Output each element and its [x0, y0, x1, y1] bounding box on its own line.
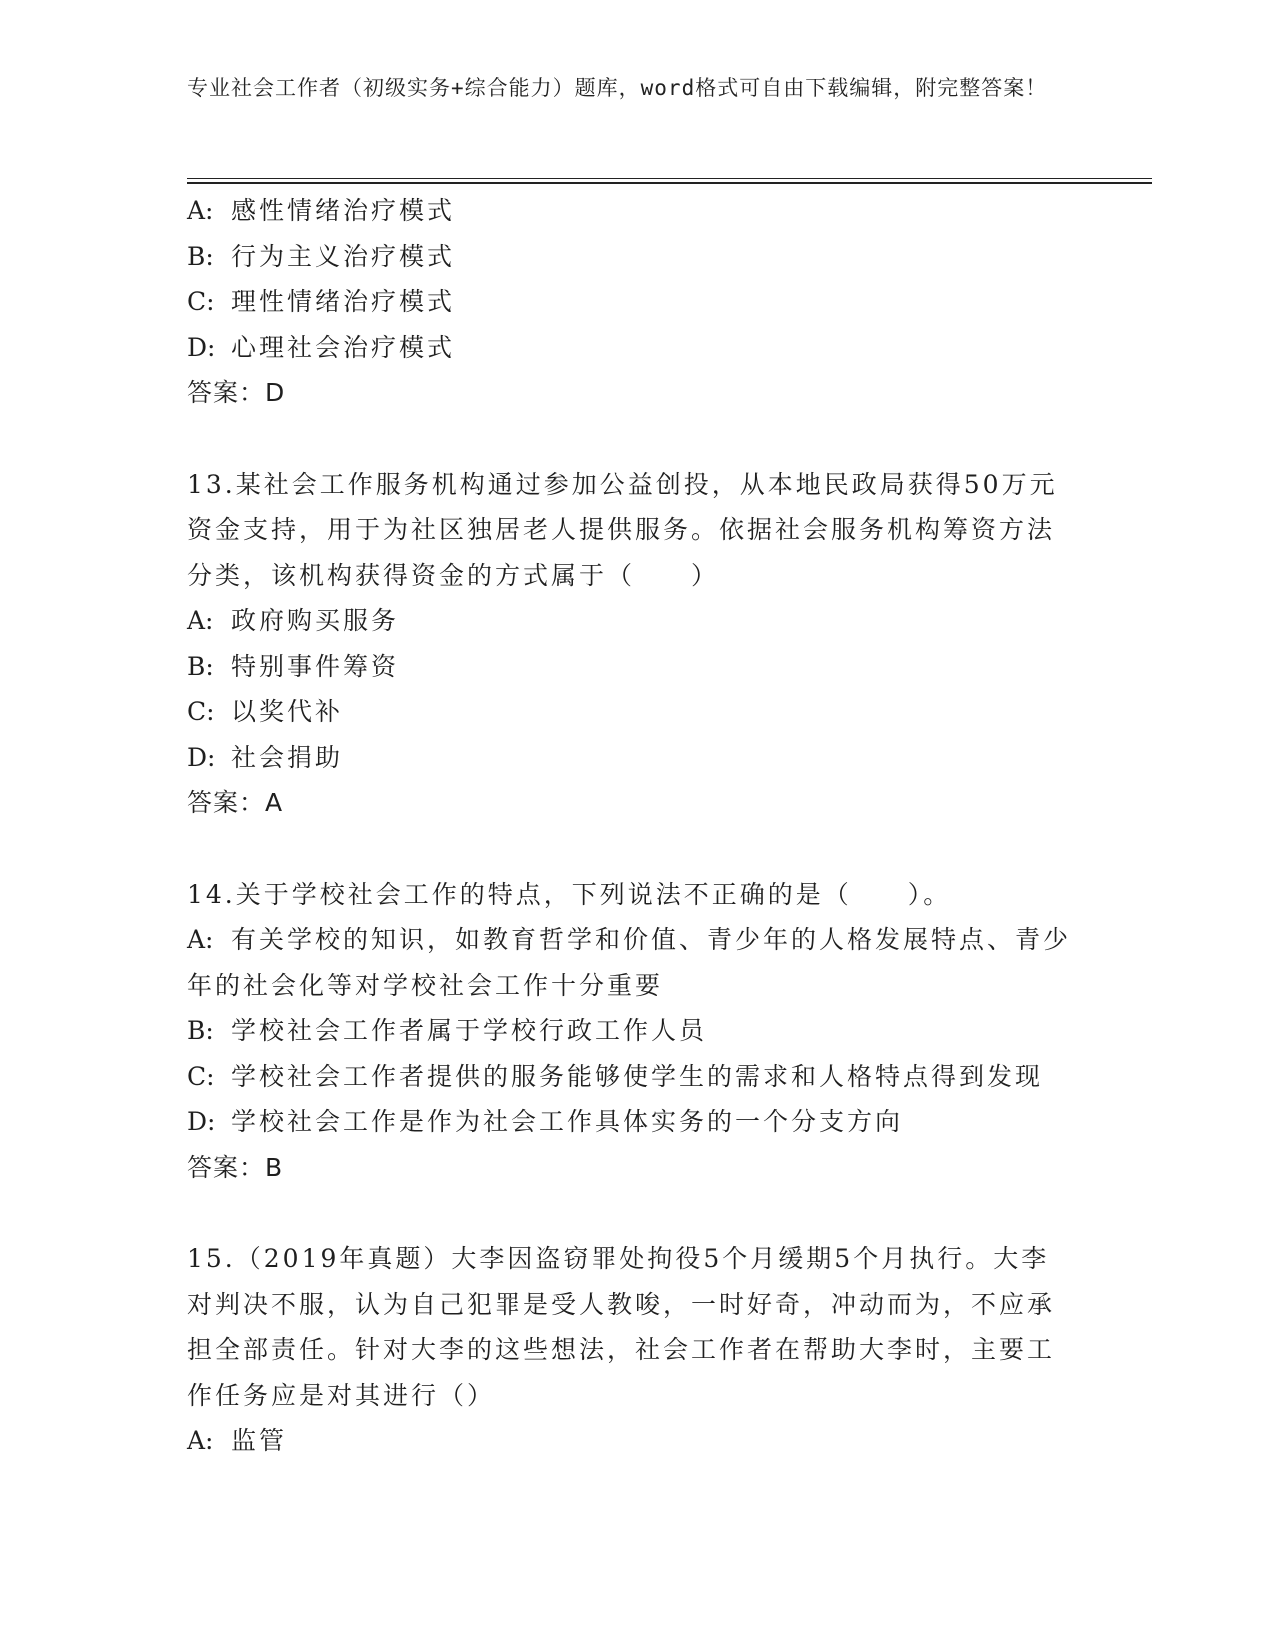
option-label: C:: [187, 287, 215, 316]
option-d: [187, 735, 1077, 781]
option-text: 心理社会治疗模式: [231, 332, 456, 362]
option-a: [187, 1418, 1077, 1464]
question-14-stem: 14.关于学校社会工作的特点，下列说法不正确的是（ ）。: [187, 879, 952, 909]
option-text: 行为主义治疗模式: [231, 241, 456, 271]
option-label: A:: [187, 606, 214, 635]
question-13-stem: 13.某社会工作服务机构通过参加公益创投，从本地民政局获得50万元资金支持，用于为社区独居老人提供服务。依据社会服务机构筹资方法分类，该机构获得资金的方式属于（ ）: [187, 469, 1058, 590]
option-text: 感性情绪治疗模式: [231, 196, 456, 225]
option-b: [187, 644, 1077, 690]
option-a: [187, 188, 1077, 234]
question-content: [187, 188, 1077, 1464]
option-b: [187, 234, 1077, 280]
option-a: [187, 598, 1077, 644]
answer-line: 答案：A: [187, 788, 284, 817]
option-text: 以奖代补: [231, 697, 344, 726]
option-label: A:: [187, 925, 214, 954]
option-text: 政府购买服务: [231, 606, 400, 635]
answer-line: 答案：B: [187, 1152, 284, 1182]
option-label: B:: [187, 241, 214, 271]
option-b: [187, 1008, 1077, 1054]
option-text: 有关学校的知识，如教育哲学和价值、青少年的人格发展特点、青少年的社会化等对学校社会工作十分重要: [187, 925, 1072, 1000]
option-label: C:: [187, 697, 215, 726]
option-label: B:: [187, 1016, 214, 1045]
option-label: C:: [187, 1061, 215, 1091]
option-c: [187, 279, 1077, 325]
header-divider-thick: [187, 182, 1152, 184]
option-d: [187, 325, 1077, 371]
option-label: D:: [187, 332, 216, 362]
option-text: 特别事件筹资: [231, 651, 400, 681]
page-header: 专业社会工作者（初级实务+综合能力）题库，word格式可自由下载编辑，附完整答案！: [187, 76, 1048, 100]
option-text: 学校社会工作是作为社会工作具体实务的一个分支方向: [231, 1107, 904, 1136]
option-text: 学校社会工作者属于学校行政工作人员: [231, 1016, 708, 1045]
option-label: A:: [187, 1426, 214, 1455]
option-label: D:: [187, 1107, 216, 1136]
option-label: D:: [187, 742, 216, 772]
option-d: [187, 1099, 1077, 1145]
question-15-stem: 15.（2019年真题）大李因盗窃罪处拘役5个月缓期5个月执行。大李对判决不服，认为自己犯罪是受人教唆，一时好奇，冲动而为，不应承担全部责任。针对大李的这些想法，社会工作者在帮助大李时，主要工作任务应是对其进行（）: [187, 1244, 1056, 1410]
option-label: A:: [187, 196, 214, 225]
option-a: [187, 917, 1077, 1008]
answer-line: 答案：D: [187, 378, 286, 407]
option-text: 理性情绪治疗模式: [231, 287, 456, 316]
option-text: 监管: [231, 1426, 288, 1455]
option-text: 学校社会工作者提供的服务能够使学生的需求和人格特点得到发现: [231, 1061, 1044, 1091]
option-c: [187, 1054, 1077, 1100]
option-text: 社会捐助: [231, 742, 344, 772]
header-divider: [187, 178, 1152, 179]
option-c: [187, 689, 1077, 735]
option-label: B:: [187, 651, 214, 681]
